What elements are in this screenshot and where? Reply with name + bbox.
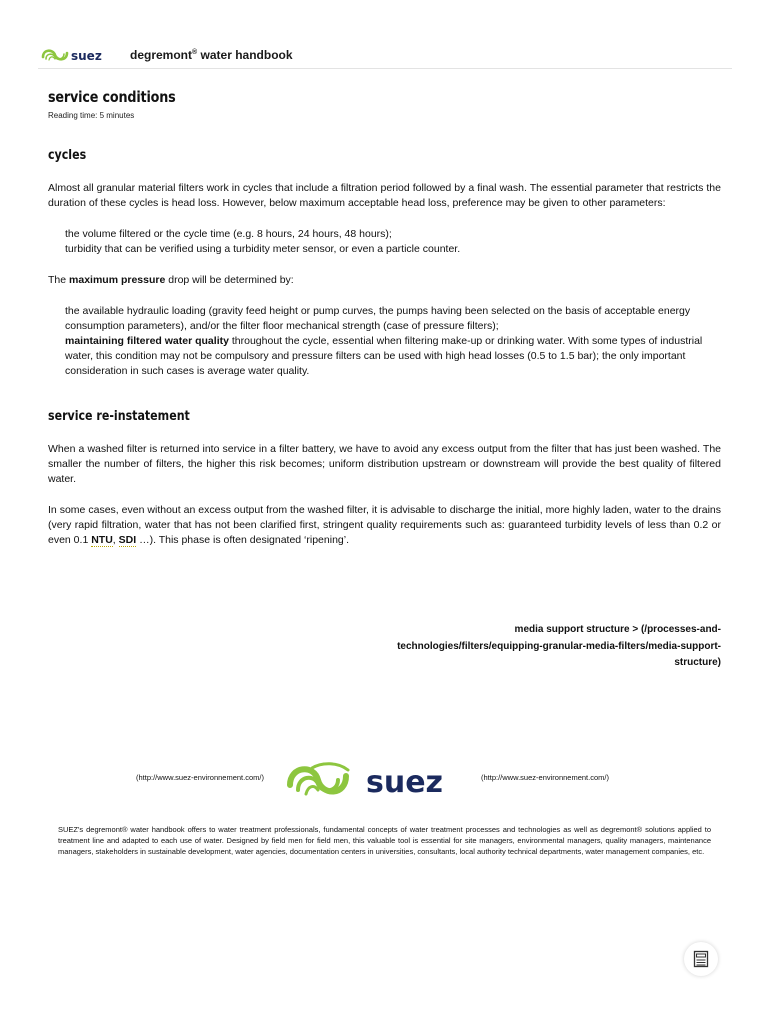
list-item: the available hydraulic loading (gravity feed height or pump curves, the pumps having been selected on the basis of acceptable energy consumption parameters), and/or the filter floor mechanical strength (case of pressure filters); [65, 305, 691, 332]
title-reg: ® [192, 49, 198, 56]
list-item: turbidity that can be verified using a turbidity meter sensor, or even a particle counter. [65, 243, 461, 255]
footer-link-right[interactable]: (http://www.suez-environnement.com/) [481, 773, 609, 782]
sdi-abbr[interactable]: SDI [118, 534, 137, 546]
title-main: degremont [130, 48, 193, 62]
para2-post: …). This phase is often designated ‘ripening’. [136, 534, 350, 546]
suez-logo-icon[interactable] [286, 758, 472, 804]
item4-bold: maintaining filtered water quality [65, 335, 229, 347]
item4-rest: throughout the cycle, essential when filtering make-up or drinking water. With some types of industrial water, this condition may not be compulsory and pressure filters can be used with high head losses (0.5 to 1.5 bar); the only important consideration in such cases is average water quality. [65, 335, 703, 377]
reinstatement-para2 [48, 503, 721, 548]
abbr-sep: , [112, 534, 119, 546]
pressure-bold: maximum pressure [69, 274, 166, 286]
para2-pre: In some cases, even without an excess output from the washed filter, it is advisable to discharge the initial, more highly laden, water to the drains (very rapid filtration, water that has not been clarified first, stringent quality requirements such as: guaranteed turbidity levels of less than 0.2 or even 0.1 [48, 504, 721, 546]
document-icon [692, 950, 710, 968]
reinstatement-heading: service re-instatement [48, 409, 190, 424]
page-title: service conditions [48, 88, 176, 106]
list-item [48, 334, 721, 379]
pressure-line [48, 273, 721, 288]
pressure-pre: The [48, 274, 70, 286]
footer-description: SUEZ's degremont® water handbook offers to water treatment professionals, fundamental concepts of water treatment processes and technologies as well as degremont® solutions applied to treatment line and adapted to each use of water. Designed by field men for field men, this valuable tool is essential for site managers, environmental managers, quality managers, maintenance managers, stakeholders in sustainable development, water agencies, documentation centers in universities, consultants, local authority technical departments, water management companies, etc. [58, 825, 711, 856]
footer-brand: suez [366, 765, 444, 800]
article-content [48, 88, 721, 548]
pressure-post: drop will be determined by: [165, 274, 294, 286]
suez-logo-icon[interactable] [40, 44, 110, 66]
reinstatement-para1: When a washed filter is returned into service in a filter battery, we have to avoid any excess output from the filter that has just been washed. The smaller the number of filters, the higher this risk becomes; uniform distribution upstream or downstream will provide the best quality of filtered water. [48, 443, 721, 485]
cycles-intro: Almost all granular material filters work in cycles that include a filtration period followed by a final wash. The essential parameter that restricts the duration of these cycles is head loss. However, below maximum acceptable head loss, preference may be given to other parameters: [48, 182, 721, 209]
title-rest: water handbook [197, 48, 293, 62]
cycles-heading: cycles [48, 148, 87, 163]
header-brand: suez [71, 49, 102, 63]
reading-time: Reading time: 5 minutes [48, 111, 135, 120]
document-button[interactable] [684, 942, 718, 976]
site-header [38, 44, 732, 69]
footer-link-left[interactable]: (http://www.suez-environnement.com/) [136, 773, 264, 782]
ntu-abbr[interactable]: NTU [91, 534, 113, 546]
next-page-link[interactable]: media support structure > (/processes-and-technologies/filters/equipping-granular-media-filters/media-support-structure) [397, 624, 721, 668]
handbook-title[interactable] [130, 48, 293, 62]
list-item: the volume filtered or the cycle time (e.g. 8 hours, 24 hours, 48 hours); [65, 228, 392, 240]
